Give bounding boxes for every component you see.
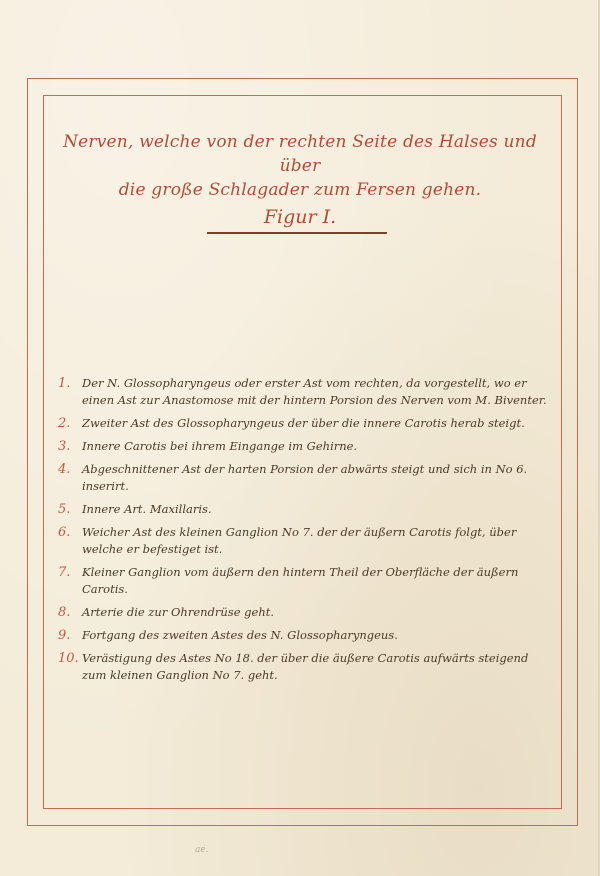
list-item bbox=[58, 438, 550, 455]
list-item bbox=[58, 604, 550, 621]
item-number: 2. bbox=[58, 416, 71, 431]
item-text: Weicher Ast des kleinen Ganglion No 7. der der äußern Carotis folgt, über welche er befestiget ist. bbox=[82, 525, 517, 556]
faint-mark: ae. bbox=[195, 845, 209, 855]
legend-list bbox=[58, 375, 550, 690]
item-text: Fortgang des zweiten Astes des N. Glossopharyngeus. bbox=[82, 628, 398, 642]
list-item bbox=[58, 501, 550, 518]
item-number: 8. bbox=[58, 605, 71, 620]
item-number: 10. bbox=[58, 651, 79, 666]
list-item bbox=[58, 564, 550, 598]
list-item bbox=[58, 415, 550, 432]
list-item bbox=[58, 627, 550, 644]
item-number: 3. bbox=[58, 439, 71, 454]
list-item bbox=[58, 461, 550, 495]
list-item bbox=[58, 375, 550, 409]
heading-underline bbox=[207, 232, 387, 234]
item-number: 4. bbox=[58, 462, 71, 477]
item-text: Der N. Glossopharyngeus oder erster Ast vom rechten, da vorgestellt, wo er einen Ast zur Anastomose mit der hintern Porsion des Nerven vom M. Biventer. bbox=[82, 376, 547, 407]
heading-line-1: Nerven, welche von der rechten Seite des Halses und über bbox=[63, 132, 537, 176]
heading-line-2: die große Schlagader zum Fersen gehen. bbox=[118, 180, 482, 200]
list-item bbox=[58, 524, 550, 558]
item-text: Arterie die zur Ohrendrüse geht. bbox=[82, 605, 275, 619]
heading bbox=[60, 130, 540, 230]
item-text: Abgeschnittener Ast der harten Porsion der abwärts steigt und sich in No 6. inserirt. bbox=[82, 462, 528, 493]
item-number: 7. bbox=[58, 565, 71, 580]
item-text: Zweiter Ast des Glossopharyngeus der über die innere Carotis herab steigt. bbox=[82, 416, 525, 430]
figure-label: Figur I. bbox=[263, 206, 337, 228]
item-number: 1. bbox=[58, 376, 71, 391]
item-number: 6. bbox=[58, 525, 71, 540]
item-text: Verästigung des Astes No 18. der über die äußere Carotis aufwärts steigend zum kleinen Ganglion No 7. geht. bbox=[82, 651, 529, 682]
item-number: 5. bbox=[58, 502, 71, 517]
item-text: Kleiner Ganglion vom äußern den hintern Theil der Oberfläche der äußern Carotis. bbox=[82, 565, 519, 596]
item-text: Innere Carotis bei ihrem Eingange im Gehirne. bbox=[82, 439, 358, 453]
item-text: Innere Art. Maxillaris. bbox=[82, 502, 212, 516]
list-item bbox=[58, 650, 550, 684]
item-number: 9. bbox=[58, 628, 71, 643]
